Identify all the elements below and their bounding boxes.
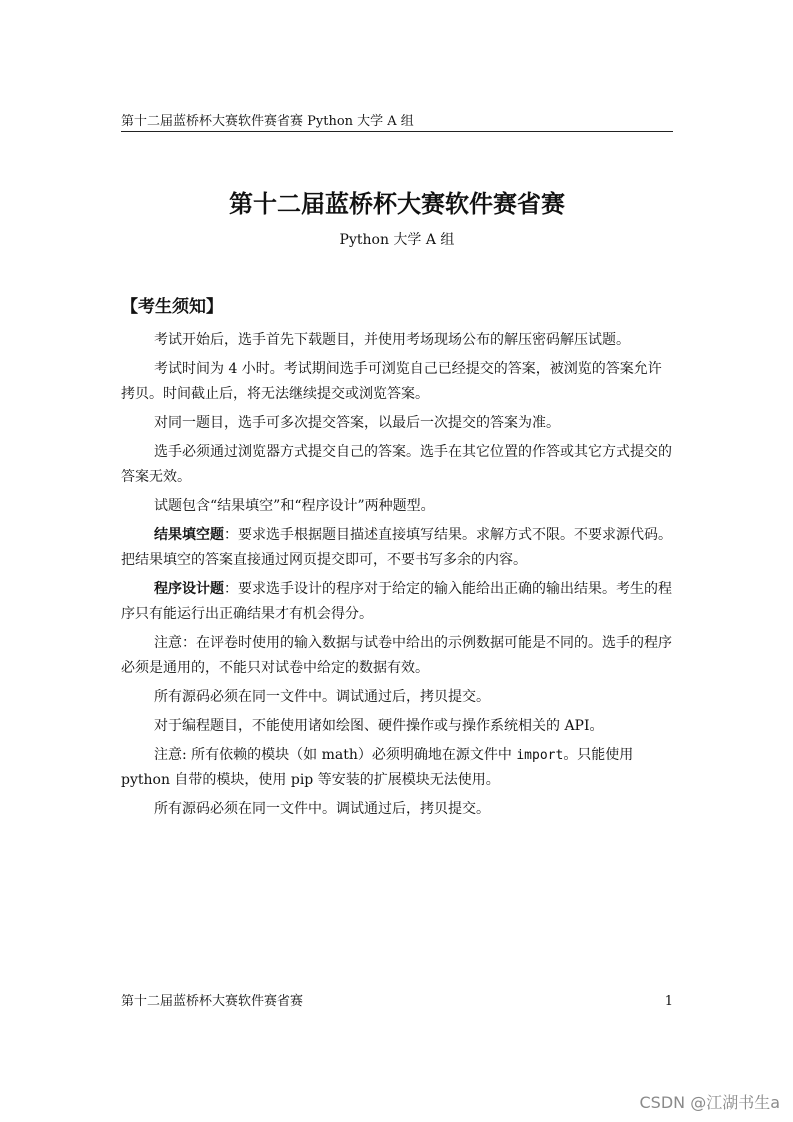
paragraph-3: 对同一题目，选手可多次提交答案，以最后一次提交的答案为准。 bbox=[154, 415, 560, 431]
fill-in-label: 结果填空题 bbox=[154, 527, 224, 543]
section-title: 【考生须知】 bbox=[121, 297, 223, 317]
paragraph-1: 考试开始后，选手首先下载题目，并使用考场现场公布的解压密码解压试题。 bbox=[154, 332, 630, 348]
module-note-a: 注意: 所有依赖的模块（如 math）必须明确地在源文件中 bbox=[154, 747, 517, 763]
footer-title: 第十二届蓝桥杯大赛软件赛省赛 bbox=[121, 994, 304, 1009]
page-title: 第十二届蓝桥杯大赛软件赛省赛 bbox=[229, 190, 565, 218]
paragraph-9: 所有源码必须在同一文件中。调试通过后，拷贝提交。 bbox=[154, 689, 490, 705]
paragraph-12: 所有源码必须在同一文件中。调试通过后，拷贝提交。 bbox=[154, 801, 490, 817]
paragraph-2: 考试时间为 4 小时。考试期间选手可浏览自己已经提交的答案，被浏览的答案允许拷贝。时间截止后，将无法继续提交或浏览答案。 bbox=[121, 361, 662, 402]
instructions-body bbox=[121, 328, 673, 826]
paragraph-10: 对于编程题目，不能使用诸如绘图、硬件操作或与操作系统相关的 API。 bbox=[154, 718, 604, 734]
paragraph-7 bbox=[121, 577, 673, 627]
programming-label: 程序设计题 bbox=[154, 581, 224, 597]
page-subtitle: Python 大学 A 组 bbox=[339, 232, 455, 248]
csdn-watermark: CSDN @江湖书生a bbox=[639, 1093, 780, 1112]
paragraph-8: 注意：在评卷时使用的输入数据与试卷中给出的示例数据可能是不同的。选手的程序必须是通用的，不能只对试卷中给定的数据有效。 bbox=[121, 635, 672, 676]
paragraph-5: 试题包含“结果填空”和“程序设计”两种题型。 bbox=[154, 498, 435, 514]
paragraph-6 bbox=[121, 523, 673, 573]
programming-text: ：要求选手设计的程序对于给定的输入能给出正确的输出结果。考生的程序只有能运行出正确结果才有机会得分。 bbox=[121, 581, 672, 622]
import-keyword: import bbox=[516, 748, 564, 763]
running-header: 第十二届蓝桥杯大赛软件赛省赛 Python 大学 A 组 bbox=[121, 114, 414, 129]
paragraph-4: 选手必须通过浏览器方式提交自己的答案。选手在其它位置的作答或其它方式提交的答案无效。 bbox=[121, 444, 672, 485]
paragraph-11 bbox=[121, 743, 673, 793]
header-rule bbox=[121, 131, 673, 132]
page-number: 1 bbox=[664, 994, 673, 1009]
fill-in-text: ：要求选手根据题目描述直接填写结果。求解方式不限。不要求源代码。把结果填空的答案直接通过网页提交即可，不要书写多余的内容。 bbox=[121, 527, 672, 568]
module-note-b: 。只能使用 python 自带的模块，使用 pip 等安装的扩展模块无法使用。 bbox=[121, 747, 634, 788]
